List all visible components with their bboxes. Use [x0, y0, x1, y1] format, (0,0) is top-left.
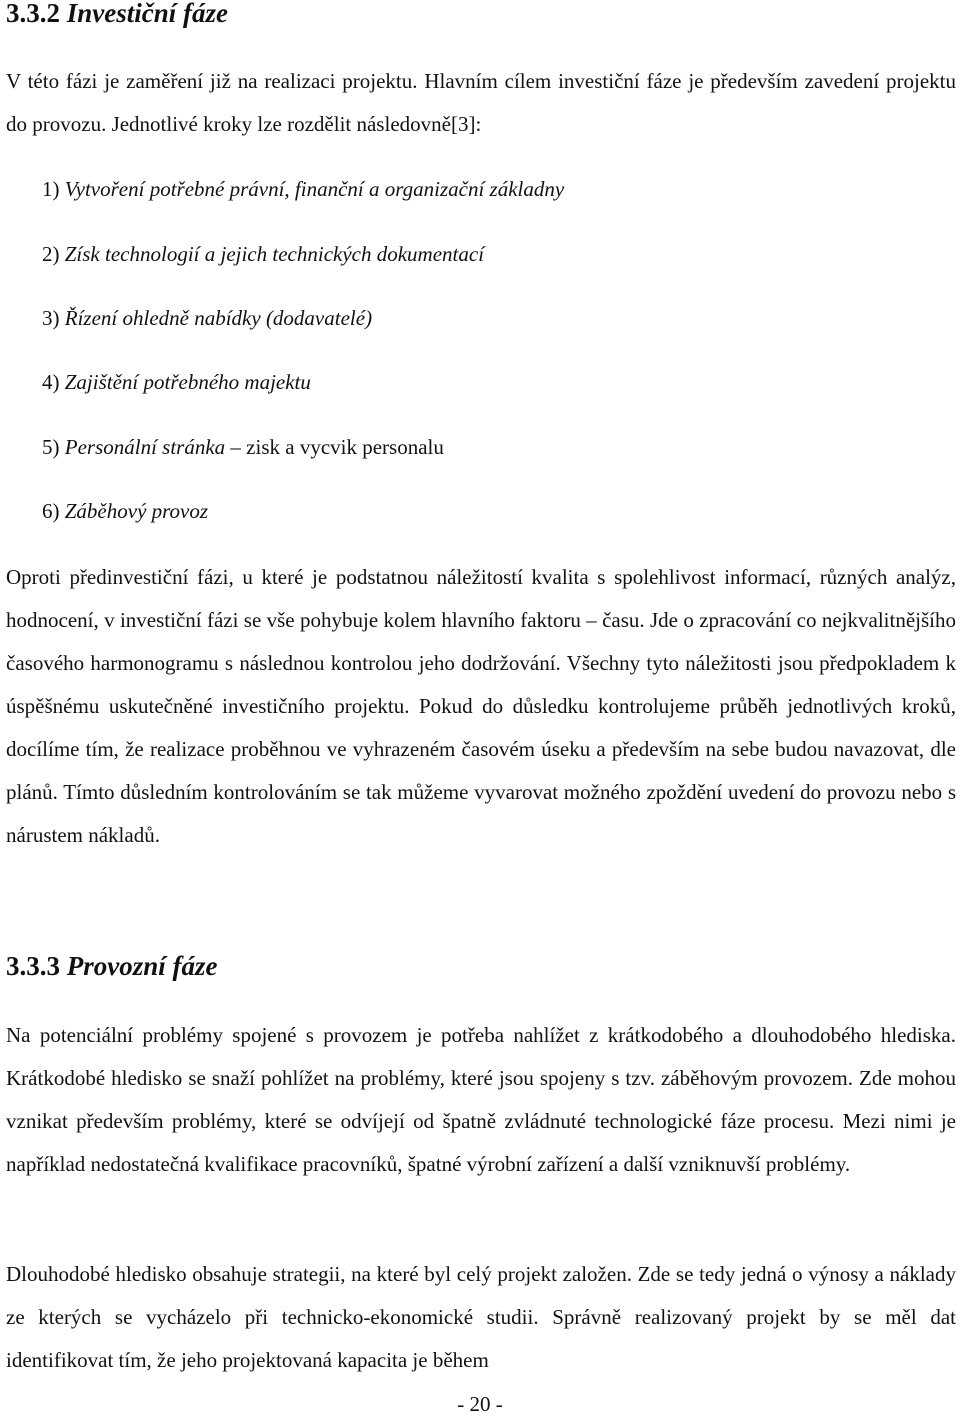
list-item-number: 6)	[42, 499, 60, 523]
section-title: Investiční fáze	[66, 0, 228, 28]
list-item	[42, 496, 208, 526]
page-number: - 20 -	[457, 1392, 503, 1416]
section-number: 3.3.2	[6, 0, 60, 28]
list-item-text: Zajištění potřebného majektu	[64, 370, 311, 394]
list-item-text: Personální stránka	[64, 435, 226, 459]
list-item	[42, 174, 564, 204]
list-item	[42, 239, 484, 269]
list-item-number: 2)	[42, 242, 60, 266]
list-item-text: Záběhový provoz	[64, 499, 209, 523]
body-paragraph: Dlouhodobé hledisko obsahuje strategii, na které byl celý projekt založen. Zde se tedy jedná o výnosy a náklady ze kterých se vycházelo při technicko-ekonomické studii. Správně realizovaný projekt by se měl dat identifikovat tím, že jeho projektovaná kapacita je během	[6, 1262, 956, 1372]
list-item-text: Vytvoření potřebné právní, finanční a organizační základny	[64, 177, 565, 201]
list-item-number: 4)	[42, 370, 60, 394]
list-item-number: 1)	[42, 177, 60, 201]
list-item	[42, 367, 311, 397]
list-item-text: Řízení ohledně nabídky (dodavatelé)	[64, 306, 373, 330]
list-item	[42, 432, 444, 462]
section-title: Provozní fáze	[66, 951, 218, 981]
section-heading-investicni-faze	[6, 0, 228, 30]
section-heading-provozni-faze	[6, 949, 218, 983]
body-paragraph: Oproti předinvestiční fázi, u které je podstatnou náležitostí kvalita s spolehlivost informací, různých analýz, hodnocení, v investiční fázi se vše pohybuje kolem hlavního faktoru – času. Jde o zpracování co nejkvalitnějšího časového harmonogramu s následnou kontrolou jeho dodržování. Všechny tyto náležitosti jsou předpokladem k úspěšnému uskutečněné investičního projektu. Pokud do důsledku kontrolujeme průběh jednotlivých kroků, docílíme tím, že realizace proběhnou ve vyhrazeném časovém úseku a především na sebe budou navazovat, dle plánů. Tímto důsledním kontrolováním se tak můžeme vyvarovat možného zpoždění uvedení do provozu nebo s nárustem nákladů.	[6, 565, 956, 847]
list-item-rest: – zisk a vycvik personalu	[225, 435, 444, 459]
intro-paragraph: V této fázi je zaměření již na realizaci projektu. Hlavním cílem investiční fáze je především zavedení projektu do provozu. Jednotlivé kroky lze rozdělit následovně[3]:	[6, 69, 956, 136]
list-item-number: 3)	[42, 306, 60, 330]
list-item-number: 5)	[42, 435, 60, 459]
list-item-text: Získ technologií a jejich technických dokumentací	[64, 242, 485, 266]
body-paragraph: Na potenciální problémy spojené s provozem je potřeba nahlížet z krátkodobého a dlouhodobého hlediska. Krátkodobé hledisko se snaží pohlížet na problémy, které jsou spojeny s tzv. záběhovým provozem. Zde mohou vznikat především problémy, které se odvíjejí od špatně zvládnuté technologické fáze procesu. Mezi nimi je například nedostatečná kvalifikace pracovníků, špatné výrobní zařízení a další vzniknuvší problémy.	[6, 1023, 956, 1176]
section-number: 3.3.3	[6, 951, 60, 981]
list-item	[42, 303, 372, 333]
